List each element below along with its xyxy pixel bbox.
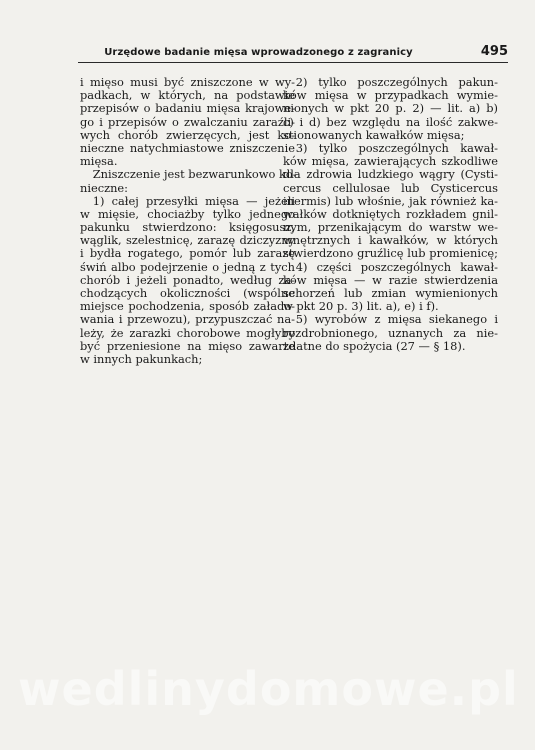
text-line: w innych pakunkach; — [80, 351, 203, 366]
left-text-column — [80, 76, 295, 366]
text-line: być przeniesione na mięso zawarte — [80, 338, 295, 353]
text-line: wych chorób zwierzęcych, jest ko- — [80, 127, 295, 142]
text-line: ków mięsa — w razie stwierdzenia — [283, 272, 498, 287]
page-number: 495 — [480, 44, 508, 59]
text-line: nieczne: — [80, 180, 129, 195]
text-line: 2) tylko poszczególnych pakun- — [295, 75, 498, 89]
text-line: inermis) lub włośnie, jak również ka- — [283, 193, 498, 208]
text-line: c) i d) bez względu na ilość zakwe- — [283, 114, 498, 129]
watermark: wedlinydomowe.pl — [18, 662, 519, 716]
text-line: cercus cellulosae lub Cysticercus — [283, 180, 498, 195]
text-line: rozdrobnionego, uznanych za nie- — [283, 325, 498, 340]
text-line: stwierdzono gruźlicę lub promienicę; — [283, 246, 498, 261]
text-line: chorób i jeżeli ponadto, według za- — [80, 272, 295, 287]
text-line: przepisów o badaniu mięsa krajowe- — [80, 101, 295, 116]
text-line: w mięsie, chociażby tylko jednego — [80, 206, 295, 221]
text-line: wania i przewozu), przypuszczać na- — [80, 312, 295, 327]
text-line: nieczne natychmiastowe zniszczenie — [80, 140, 295, 155]
text-line: nionych w pkt 20 p. 2) — lit. a) b) — [283, 101, 498, 116]
running-header — [78, 44, 508, 63]
header-title: Urzędowe badanie mięsa wprowadzonego z zagranicy — [104, 47, 413, 58]
text-line: i bydła rogatego, pomór lub zarazę — [80, 246, 295, 261]
text-line: wnętrznych i kawałków, w których — [283, 233, 498, 248]
text-line: 3) tylko poszczególnych kawał- — [295, 140, 498, 155]
text-line: i mięso musi być zniszczone w wy- — [80, 75, 295, 89]
text-line: dla zdrowia ludzkiego wągry (Cysti- — [283, 167, 498, 182]
text-line: wałków dotkniętych rozkładem gnil- — [283, 206, 498, 221]
text-line: stionowanych kawałków mięsa; — [283, 127, 465, 142]
text-line: mięsa. — [80, 154, 118, 169]
text-line: miejsce pochodzenia, sposób załado- — [80, 299, 295, 314]
text-line: leży, że zarazki chorobowe mogłyby — [80, 325, 295, 340]
text-line: 4) części poszczególnych kawał- — [295, 259, 498, 274]
text-line: pakunku stwierdzono: księgosusz, — [80, 220, 295, 235]
text-line: nym, przenikającym do warstw we- — [283, 220, 498, 235]
text-line: ków mięsa w przypadkach wymie- — [283, 88, 498, 103]
text-line: 5) wyrobów z mięsa siekanego i — [295, 312, 498, 327]
text-line: zdatne do spożycia (27 — § 18). — [283, 338, 466, 353]
text-line: wąglik, szelestnicę, zarazę dziczyzny — [80, 233, 295, 248]
text-line: ków mięsa, zawierających szkodliwe — [283, 154, 498, 169]
text-line: padkach, w których, na podstawie — [80, 88, 295, 103]
right-text-column — [283, 76, 498, 353]
text-line: 1) całej przesyłki mięsa — jeżeli — [92, 193, 295, 208]
text-line: chodzących okoliczności (wspólne — [80, 286, 295, 300]
text-line: schorzeń lub zmian wymienionych — [283, 286, 498, 300]
text-line: świń albo podejrzenie o jedną z tych — [80, 259, 295, 274]
text-line: go i przepisów o zwalczaniu zaraźli- — [80, 114, 295, 129]
text-line: w pkt 20 p. 3) lit. a), e) i f). — [283, 299, 439, 314]
text-line: Zniszczenie jest bezwarunkowo ko- — [92, 167, 297, 182]
